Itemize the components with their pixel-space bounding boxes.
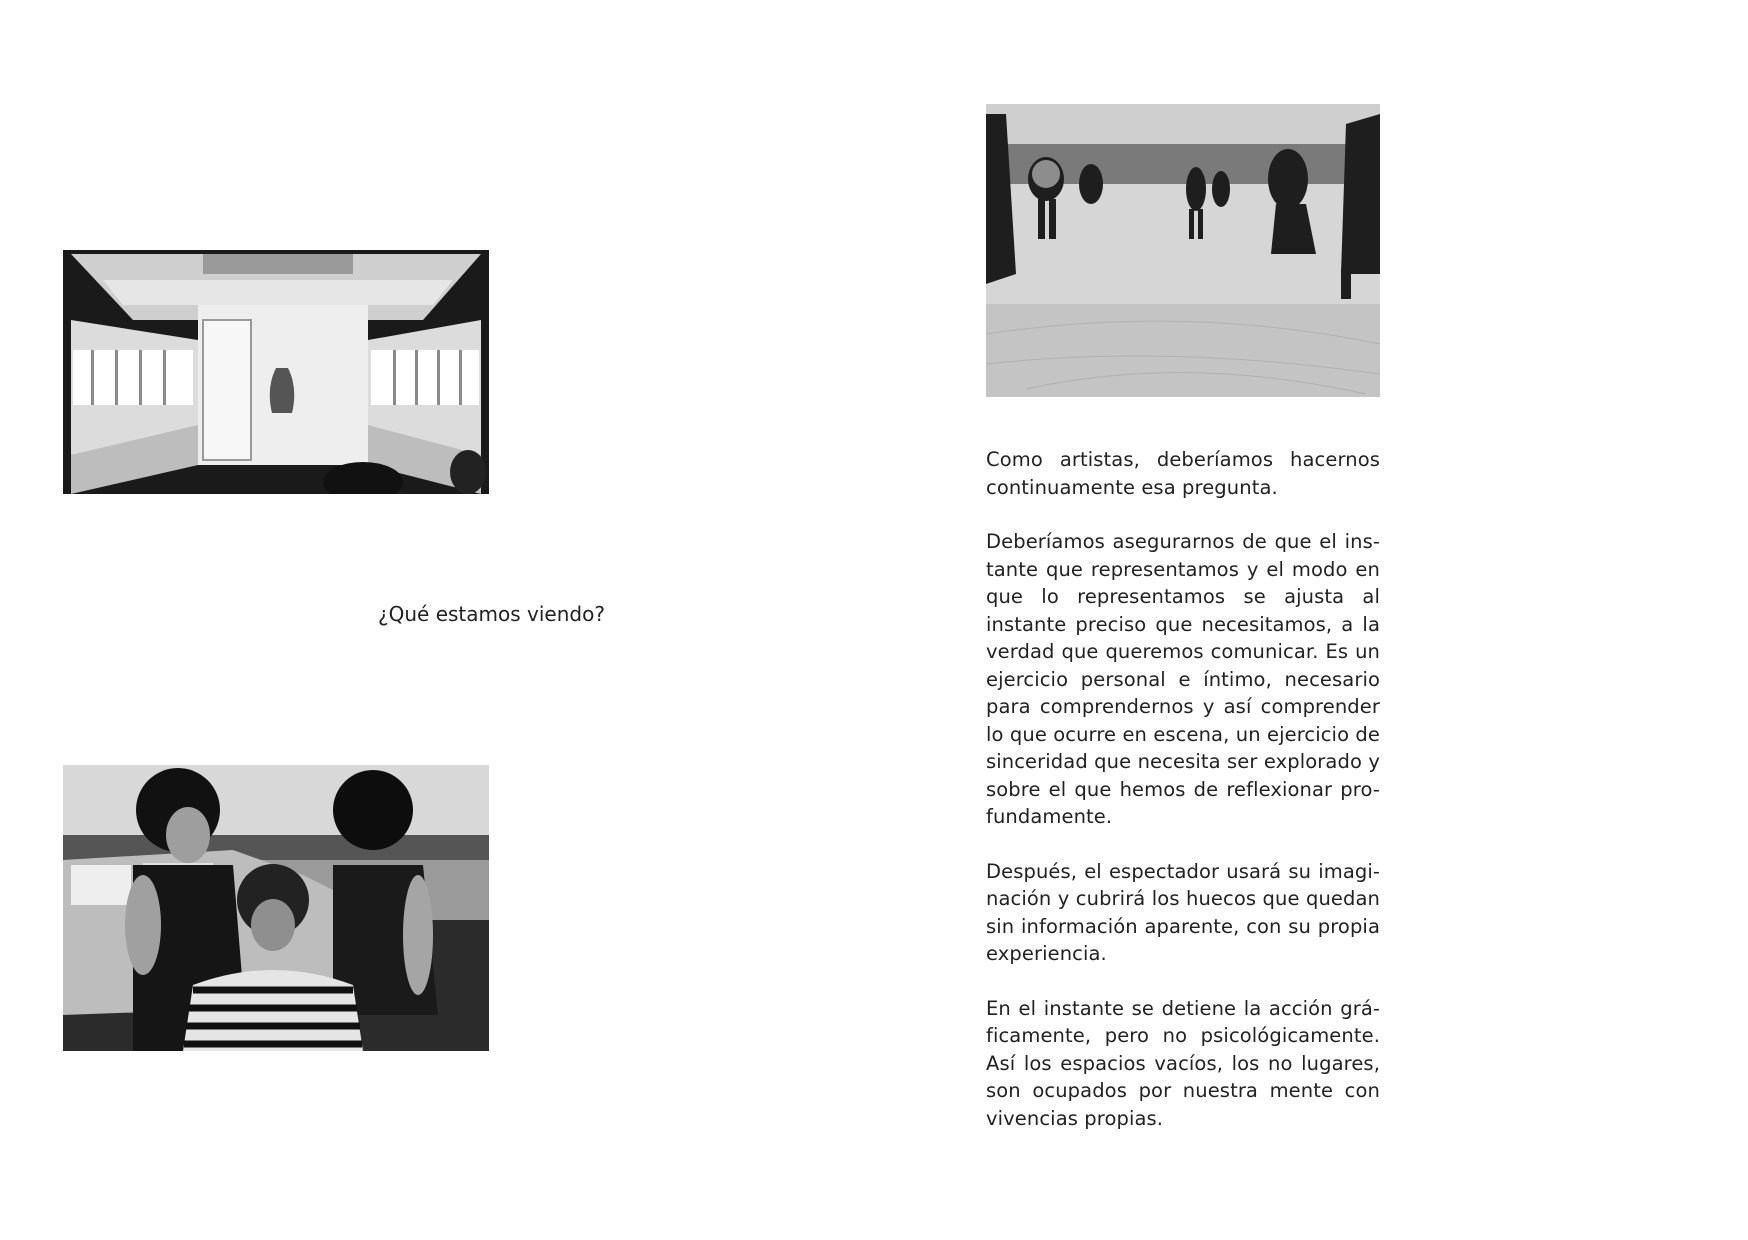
ferry-interior-photo bbox=[63, 250, 489, 494]
paragraph-1: Como artistas, deberíamos hacernos continuamente esa pregunta. bbox=[986, 448, 1380, 499]
family-by-car-photo bbox=[63, 765, 489, 1051]
body-text-column bbox=[986, 446, 1380, 1159]
paragraph-4: En el instante se detiene la acción grá-ficamente, pero no psicológicamente. Así los espacios vacíos, los no lugares, son ocupados por nuestra mente con vivencias propias. bbox=[986, 996, 1380, 1130]
ice-skaters-photo bbox=[986, 104, 1380, 397]
question-heading: ¿Qué estamos viendo? bbox=[378, 602, 605, 626]
paragraph-3: Después, el espectador usará su imagi-nación y cubrirá los huecos que quedan sin información aparente, con su propia experiencia. bbox=[986, 859, 1380, 965]
paragraph-2: Deberíamos asegurarnos de que el ins-tante que representamos y el modo en que lo representamos se ajusta al instante preciso que necesitamos, a la verdad que queremos comunicar. Es un ejercicio personal e íntimo, necesario para comprendernos y así comprender lo que ocurre en escena, un ejercicio de sinceridad que necesita ser explorado y sobre el que hemos de reflexionar pro-fundamente. bbox=[986, 530, 1380, 828]
